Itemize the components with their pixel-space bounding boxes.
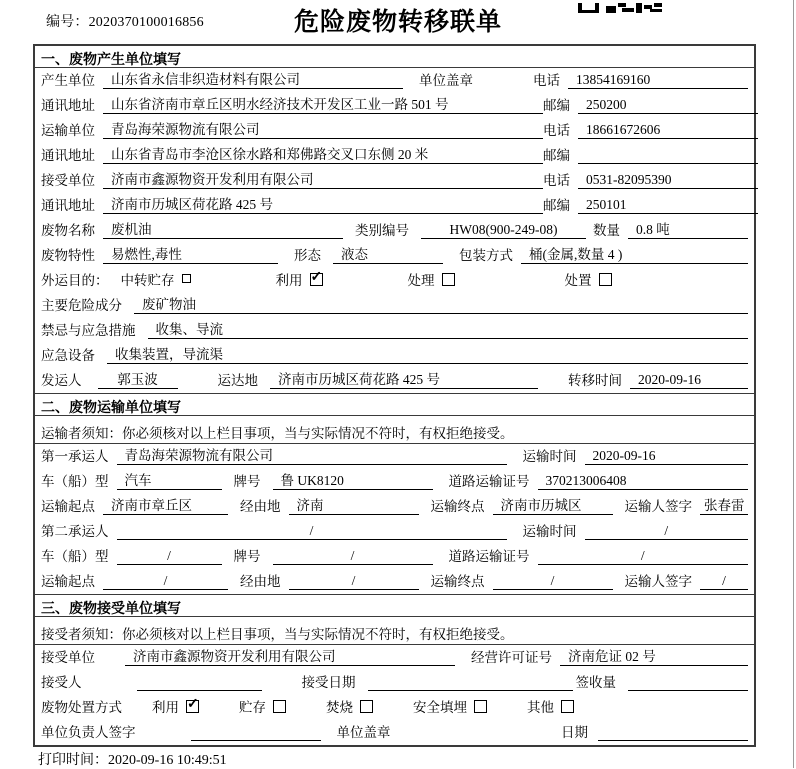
disposal-option-use-label: 利用 (152, 700, 179, 715)
section-producer-header: 一、废物产生单位填写 (35, 46, 754, 68)
accept-unit-value: 济南市鑫源物资开发利用有限公司 (125, 645, 455, 666)
destination-label: 运达地 (217, 373, 258, 388)
zip1-label: 邮编 (543, 98, 570, 113)
transport-notice: 运输者须知：你必须核对以上栏目事项，当与实际情况不符时，有权拒绝接受。 (35, 416, 754, 444)
category-label: 类别编号 (355, 223, 409, 238)
disposal-option-use (152, 696, 199, 716)
row-hazard (35, 293, 754, 318)
row-route1 (35, 494, 754, 519)
disposal-option-other (527, 696, 574, 716)
plate1-value: 鲁 UK8120 (273, 469, 433, 490)
sign2-label: 运输人签字 (624, 574, 692, 589)
checkbox-dispose-icon (599, 273, 612, 286)
category-value: HW08(900-249-08) (421, 222, 586, 239)
destination-value: 济南市历城区荷花路 425 号 (270, 368, 538, 389)
zip2-label: 邮编 (543, 148, 570, 163)
shipper-value: 郭玉波 (98, 368, 178, 389)
end1-value: 济南市历城区 (493, 494, 613, 515)
document-number-label: 编号： (46, 15, 89, 30)
form-value: 液态 (333, 243, 443, 264)
vehicle1-value: 汽车 (117, 469, 222, 490)
received-qty-label: 签收量 (575, 675, 616, 690)
vehicle1-label: 车（船）型 (41, 474, 109, 489)
equipment-value: 收集装置，导流渠 (107, 343, 748, 364)
form-label: 形态 (294, 248, 321, 263)
carrier1-value: 青岛海荣源物流有限公司 (117, 444, 507, 465)
checkbox-disposal-store-icon (273, 700, 286, 713)
row-carrier1 (35, 444, 754, 469)
origin1-label: 运输起点 (41, 499, 95, 514)
purpose-option-dispose (565, 269, 612, 289)
time2-label: 运输时间 (522, 524, 577, 539)
row-precautions (35, 318, 754, 343)
disposal-option-incinerate-label: 焚烧 (326, 700, 353, 715)
receiver-value: 济南市鑫源物资开发利用有限公司 (103, 168, 543, 189)
row-carrier2 (35, 519, 754, 544)
disposal-option-landfill (413, 696, 487, 716)
row-responsible-sign (35, 720, 754, 745)
unit-seal-label: 单位盖章 (336, 725, 391, 740)
sign1-label: 运输人签字 (624, 499, 692, 514)
transporter-value: 青岛海荣源物流有限公司 (103, 118, 543, 139)
license-value: 济南危证 02 号 (560, 645, 748, 666)
zip2-value (578, 163, 758, 164)
packaging-label: 包装方式 (459, 248, 513, 263)
license-label: 经营许可证号 (471, 650, 552, 665)
address2-value: 山东省青岛市李沧区徐水路和郑佛路交叉口东侧 20 米 (103, 143, 543, 164)
section-producer (35, 46, 754, 393)
row-route2 (35, 569, 754, 594)
accept-unit-label: 接受单位 (41, 650, 95, 665)
time1-value: 2020-09-16 (585, 448, 749, 465)
equipment-label: 应急设备 (41, 348, 95, 363)
address2-label: 通讯地址 (41, 148, 95, 163)
purpose-option-dispose-label: 处置 (564, 273, 592, 288)
row-transporter (35, 118, 754, 143)
end2-value: / (493, 573, 613, 590)
acceptor-label: 接受人 (41, 675, 82, 690)
hazard-label: 主要危险成分 (41, 298, 122, 313)
row-transporter-address (35, 143, 754, 168)
shipper-label: 发运人 (41, 373, 82, 388)
phone2-label: 电话 (543, 123, 570, 138)
carrier1-label: 第一承运人 (41, 449, 109, 464)
sign1-value: 张春雷 (700, 494, 748, 515)
section-accept-header: 三、废物接受单位填写 (35, 595, 754, 617)
manifest-form (33, 44, 756, 747)
address1-value: 山东省济南市章丘区明水经济技术开发区工业一路 501 号 (103, 93, 543, 114)
origin1-value: 济南市章丘区 (103, 494, 228, 515)
carrier2-value: / (117, 523, 507, 540)
transfer-time-value: 2020-09-16 (630, 372, 748, 389)
row-disposal (35, 695, 754, 720)
origin2-label: 运输起点 (41, 574, 95, 589)
seal-label: 单位盖章 (419, 73, 473, 88)
row-vehicle1 (35, 469, 754, 494)
disposal-option-store (239, 696, 286, 716)
permit2-label: 道路运输证号 (448, 549, 530, 564)
purpose-option-treat (408, 269, 455, 289)
phone2-value: 18661672606 (578, 122, 758, 139)
checkbox-use-icon (310, 273, 323, 286)
row-vehicle2 (35, 544, 754, 569)
permit1-value: 370213006408 (538, 473, 749, 490)
vehicle2-value: / (117, 548, 222, 565)
row-receiver-address (35, 193, 754, 218)
plate2-label: 牌号 (233, 549, 261, 564)
permit2-value: / (538, 548, 749, 565)
end2-label: 运输终点 (430, 574, 485, 589)
phone3-label: 电话 (543, 173, 570, 188)
row-waste-name (35, 218, 754, 243)
acceptor-value (137, 690, 262, 691)
row-producer (35, 68, 754, 93)
row-characteristics (35, 243, 754, 268)
checkbox-treat-icon (442, 273, 455, 286)
date-value (598, 740, 748, 741)
row-purpose (35, 268, 754, 293)
address3-label: 通讯地址 (41, 198, 95, 213)
checkbox-disposal-incinerate-icon (360, 700, 373, 713)
time1-label: 运输时间 (522, 449, 577, 464)
quantity-value: 0.8 吨 (628, 218, 748, 239)
receiver-label: 接受单位 (41, 173, 95, 188)
purpose-option-treat-label: 处理 (407, 273, 435, 288)
waste-name-label: 废物名称 (41, 223, 95, 238)
checkbox-disposal-use-icon (186, 700, 199, 713)
print-time (38, 749, 227, 769)
row-receiver (35, 168, 754, 193)
qr-code-fragment (578, 0, 664, 18)
hazard-value: 废矿物油 (134, 293, 748, 314)
disposal-option-other-label: 其他 (527, 700, 554, 715)
checkbox-transfer-icon (182, 274, 191, 283)
zip1-value: 250200 (578, 97, 758, 114)
quantity-label: 数量 (593, 223, 620, 238)
via2-value: / (289, 573, 419, 590)
responsible-sign-label: 单位负责人签字 (41, 725, 136, 740)
received-qty-value (628, 690, 748, 691)
precautions-value: 收集、导流 (148, 318, 749, 339)
purpose-option-transfer (121, 269, 191, 289)
transfer-time-label: 转移时间 (568, 373, 622, 388)
checkbox-disposal-other-icon (561, 700, 574, 713)
disposal-option-landfill-label: 安全填埋 (413, 700, 467, 715)
document-number-value: 2020370100016856 (88, 15, 204, 30)
checkbox-disposal-landfill-icon (474, 700, 487, 713)
waste-name-value: 废机油 (103, 218, 343, 239)
accept-date-value (368, 690, 573, 691)
zip3-value: 250101 (578, 197, 758, 214)
origin2-value: / (103, 573, 228, 590)
producer-label: 产生单位 (41, 73, 95, 88)
row-accept-unit (35, 645, 754, 670)
print-time-label: 打印时间： (38, 753, 108, 768)
end1-label: 运输终点 (430, 499, 485, 514)
row-producer-address (35, 93, 754, 118)
phone1-value: 13854169160 (568, 72, 748, 89)
permit1-label: 道路运输证号 (448, 474, 530, 489)
disposal-option-incinerate (326, 696, 373, 716)
address1-label: 通讯地址 (41, 98, 95, 113)
address3-value: 济南市历城区荷花路 425 号 (103, 193, 543, 214)
section-transport (35, 393, 754, 594)
phone1-label: 电话 (533, 73, 560, 88)
date-label: 日期 (561, 725, 588, 740)
disposal-label: 废物处置方式 (41, 700, 122, 715)
phone3-value: 0531-82095390 (578, 172, 758, 189)
producer-value: 山东省永信非织造材料有限公司 (103, 68, 403, 89)
responsible-sign-value (191, 740, 321, 741)
page-edge-line (793, 0, 794, 768)
sign2-value: / (700, 573, 748, 590)
purpose-option-use (276, 269, 323, 289)
row-equipment (35, 343, 754, 368)
section-accept (35, 594, 754, 745)
characteristics-value: 易燃性,毒性 (103, 243, 278, 264)
section-transport-header: 二、废物运输单位填写 (35, 394, 754, 416)
page-title: 危险废物转移联单 (293, 8, 502, 36)
vehicle2-label: 车（船）型 (41, 549, 109, 564)
purpose-label: 外运目的： (41, 273, 109, 288)
carrier2-label: 第二承运人 (41, 524, 109, 539)
characteristics-label: 废物特性 (41, 248, 95, 263)
plate2-value: / (273, 548, 433, 565)
packaging-value: 桶(金属,数量 4 ) (521, 243, 748, 264)
row-shipper (35, 368, 754, 393)
precautions-label: 禁忌与应急措施 (41, 323, 136, 338)
zip3-label: 邮编 (543, 198, 570, 213)
via2-label: 经由地 (240, 574, 281, 589)
disposal-option-store-label: 贮存 (239, 700, 266, 715)
print-time-value: 2020-09-16 10:49:51 (108, 753, 227, 768)
purpose-option-transfer-label: 中转贮存 (120, 273, 175, 288)
plate1-label: 牌号 (233, 474, 261, 489)
via1-label: 经由地 (240, 499, 281, 514)
purpose-option-use-label: 利用 (275, 273, 303, 288)
row-acceptor (35, 670, 754, 695)
time2-value: / (585, 523, 749, 540)
via1-value: 济南 (289, 494, 419, 515)
transporter-label: 运输单位 (41, 123, 95, 138)
accept-notice: 接受者须知：你必须核对以上栏目事项，当与实际情况不符时，有权拒绝接受。 (35, 617, 754, 645)
accept-date-label: 接受日期 (301, 675, 356, 690)
